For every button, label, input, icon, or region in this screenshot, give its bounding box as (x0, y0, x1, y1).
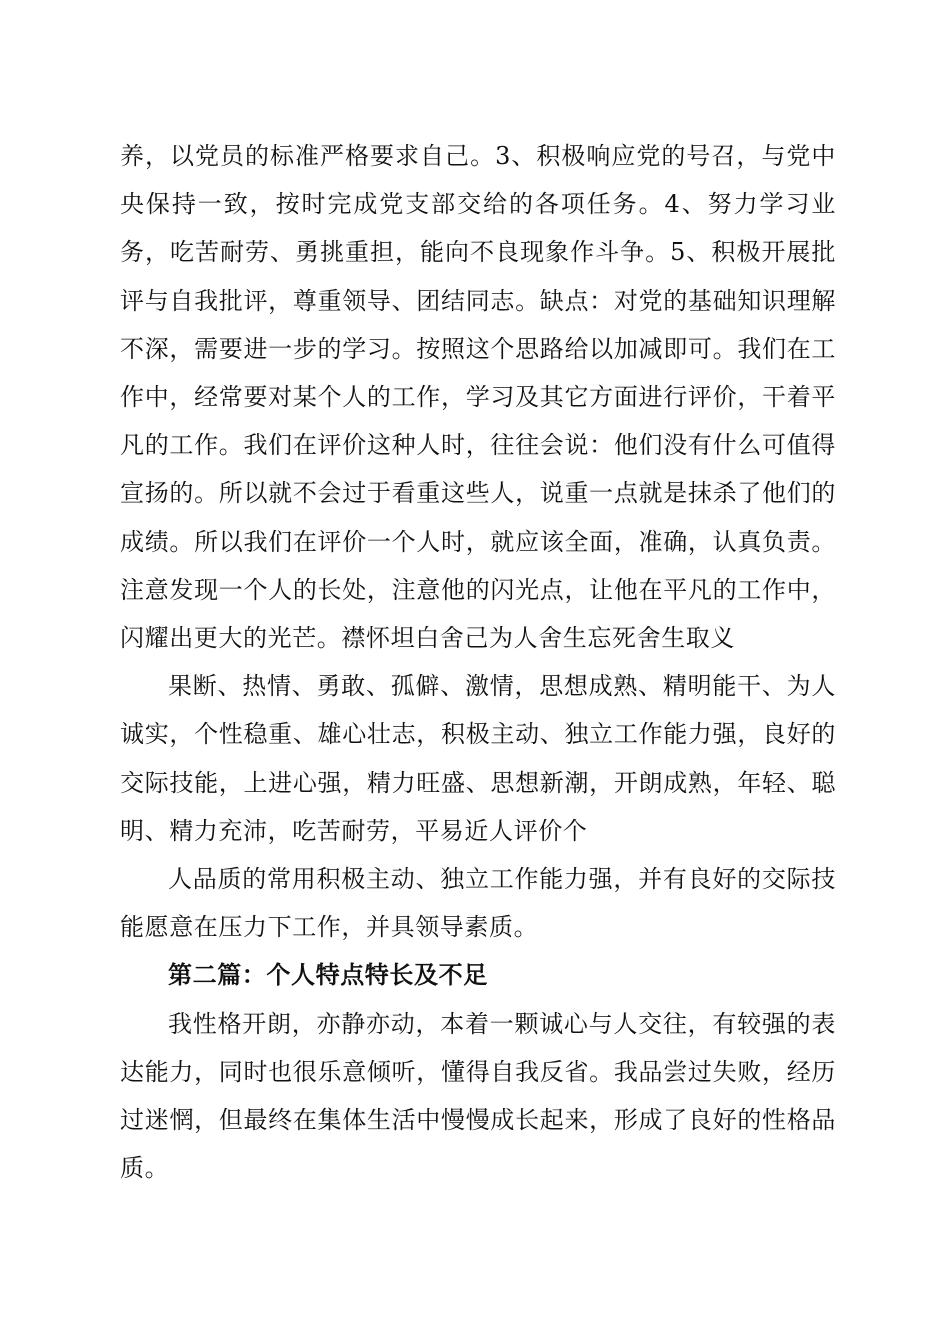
document-body (120, 132, 836, 1192)
paragraph-3: 人品质的常用积极主动、独立工作能力强，并有良好的交际技能愿意在压力下工作，并具领导素质。 (120, 865, 836, 942)
paragraph-2: 果断、热情、勇敢、孤僻、激情，思想成熟、精明能干、为人诚实，个性稳重、雄心壮志，积极主动、独立工作能力强，良好的交际技能，上进心强，精力旺盛、思想新潮，开朗成熟，年轻、聪明、精力充沛，吃苦耐劳，平易近人评价个 (120, 672, 836, 845)
section-heading: 第二篇：个人特点特长及不足 (168, 960, 488, 990)
paragraph-4: 我性格开朗，亦静亦动，本着一颗诚心与人交往，有较强的表达能力，同时也很乐意倾听，懂得自我反省。我品尝过失败，经历过迷惘，但最终在集体生活中慢慢成长起来，形成了良好的性格品质。 (120, 1009, 836, 1183)
paragraph-1: 养，以党员的标准严格要求自己。3、积极响应党的号召，与党中央保持一致，按时完成党支部交给的各项任务。4、努力学习业务，吃苦耐劳、勇挑重担，能向不良现象作斗争。5、积极开展批评与自我批评，尊重领导、团结同志。缺点：对党的基础知识理解不深，需要进一步的学习。按照这个思路给以加减即可。我们在工作中，经常要对某个人的工作，学习及其它方面进行评价，干着平凡的工作。我们在评价这种人时，往往会说：他们没有什么可值得宣扬的。所以就不会过于看重这些人，说重一点就是抹杀了他们的成绩。所以我们在评价一个人时，就应该全面，准确，认真负责。注意发现一个人的长处，注意他的闪光点，让他在平凡的工作中，闪耀出更大的光芒。襟怀坦白舍己为人舍生忘死舍生取义 (120, 142, 836, 653)
